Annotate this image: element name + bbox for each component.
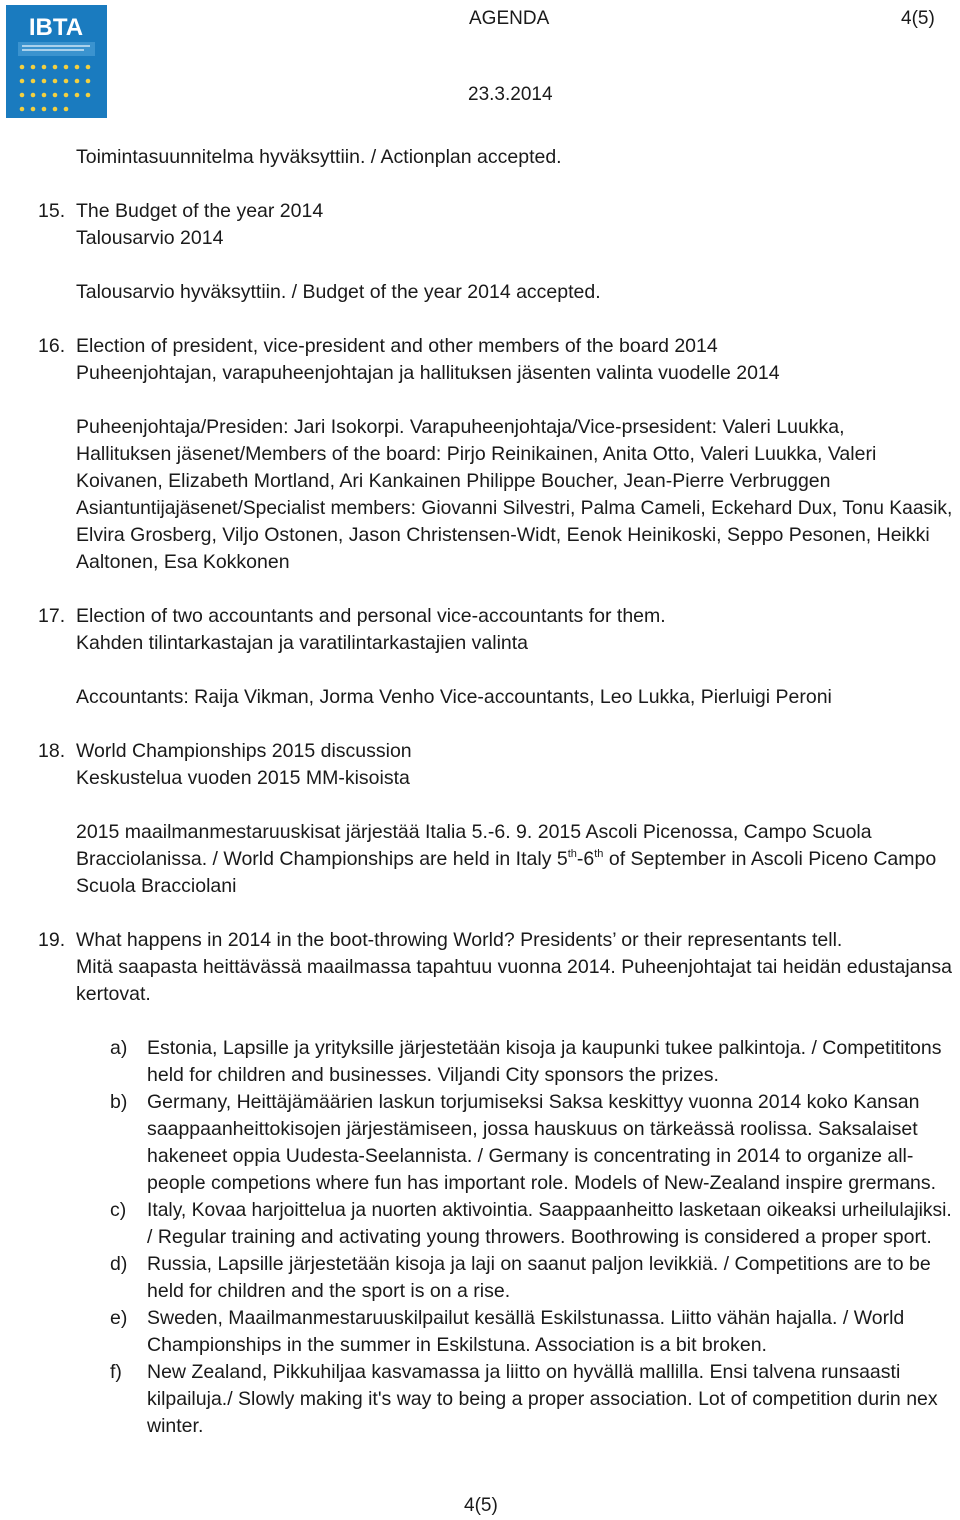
section-18-title: World Championships 2015 discussion xyxy=(76,740,412,762)
section-18-number: 18. xyxy=(38,740,66,762)
list-item-line: people competions where fun has important role. Models of New-Zealand inspire grermans. xyxy=(147,1172,937,1194)
list-item-line: Championships in the summer in Eskilstuna. Association is a bit broken. xyxy=(147,1334,767,1356)
list-item-line: held for children and the sport is on a rise. xyxy=(147,1280,511,1302)
section-16-body-line: Koivanen, Elizabeth Mortland, Ari Kankainen Philippe Boucher, Jean-Pierre Verbruggen xyxy=(76,470,831,492)
list-item-line: Italy, Kovaa harjoittelua ja nuorten aktivointia. Saappaanheitto lasketaan oikeaksi urheilulajiksi. xyxy=(147,1199,952,1221)
section-17-title-fi: Kahden tilintarkastajan ja varatilintarkastajien valinta xyxy=(76,632,529,654)
section-18-body-line: Scuola Bracciolani xyxy=(76,875,237,897)
ibta-logo-graphic xyxy=(6,5,107,118)
section-17-body: Accountants: Raija Vikman, Jorma Venho Vice-accountants, Leo Lukka, Pierluigi Peroni xyxy=(76,686,832,708)
section-15-title: The Budget of the year 2014 xyxy=(76,200,324,222)
section-16-number: 16. xyxy=(38,335,66,357)
section-16-title-fi: Puheenjohtajan, varapuheenjohtajan ja hallituksen jäsenten valinta vuodelle 2014 xyxy=(76,362,780,384)
section-18-text: of September in Ascoli Piceno Campo xyxy=(603,848,937,870)
list-item-line: / Regular training and activating young throwers. Boothrowing is considered a proper sport. xyxy=(147,1226,932,1248)
intro-text: Toimintasuunnitelma hyväksyttiin. / Actionplan accepted. xyxy=(76,146,562,168)
list-item-line: held for children and businesses. Viljandi City sponsors the prizes. xyxy=(147,1064,719,1086)
superscript: th xyxy=(567,848,577,860)
section-19-title: What happens in 2014 in the boot-throwing World? Presidents’ or their representants tell. xyxy=(76,929,843,951)
section-19-number: 19. xyxy=(38,929,66,951)
svg-text:IBTA: IBTA xyxy=(28,14,84,41)
section-15-body: Talousarvio hyväksyttiin. / Budget of the year 2014 accepted. xyxy=(76,281,601,303)
document-title: AGENDA xyxy=(469,8,550,29)
section-16-body-line: Hallituksen jäsenet/Members of the board: Pirjo Reinikainen, Anita Otto, Valeri Luukka, Valeri xyxy=(76,443,877,465)
list-item-label: b) xyxy=(110,1091,128,1113)
section-16-body-line: Asiantuntijajäsenet/Specialist members: Giovanni Silvestri, Palma Cameli, Eckehard Dux, Tonu Kaasik, xyxy=(76,497,953,519)
list-item-label: f) xyxy=(110,1361,122,1383)
list-item-label: c) xyxy=(110,1199,127,1221)
section-16-body-line: Elvira Grosberg, Viljo Ostonen, Jason Christensen-Widt, Eenok Heinikoski, Seppo Pesonen, Heikki xyxy=(76,524,930,546)
section-18-text: -6 xyxy=(576,848,595,870)
list-item-line: Russia, Lapsille järjestetään kisoja ja laji on saanut paljon levikkiä. / Competitions are to be xyxy=(147,1253,931,1275)
page-number: 4(5) xyxy=(901,8,935,29)
section-16-body-line: Aaltonen, Esa Kokkonen xyxy=(76,551,290,573)
ibta-logo xyxy=(6,5,107,118)
footer-page-number: 4(5) xyxy=(464,1495,498,1516)
section-19-title-fi: kertovat. xyxy=(76,983,151,1005)
section-16-body-line: Puheenjohtaja/Presiden: Jari Isokorpi. Varapuheenjohtaja/Vice-prsesident: Valeri Luukka, xyxy=(76,416,845,438)
list-item-line: winter. xyxy=(147,1415,204,1437)
document-date: 23.3.2014 xyxy=(468,84,553,105)
section-18-text: Bracciolanissa. / World Championships are held in Italy 5 xyxy=(76,848,568,870)
section-15-number: 15. xyxy=(38,200,66,222)
list-item-label: e) xyxy=(110,1307,128,1329)
section-15-title-fi: Talousarvio 2014 xyxy=(76,227,224,249)
section-17-number: 17. xyxy=(38,605,66,627)
list-item-line: hakeneet oppia Uudesta-Seelannista. / Germany is concentrating in 2014 to organize all- xyxy=(147,1145,914,1167)
section-16-title: Election of president, vice-president and other members of the board 2014 xyxy=(76,335,718,357)
superscript: th xyxy=(594,848,604,860)
section-18-body-line xyxy=(76,846,936,873)
list-item-label: a) xyxy=(110,1037,128,1059)
section-18-title-fi: Keskustelua vuoden 2015 MM-kisoista xyxy=(76,767,410,789)
list-item-line: saappaanheittokisojen järjestämiseen, jossa hauskuus on tärkeässä roolissa. Saksalaiset xyxy=(147,1118,918,1140)
list-item-line: Sweden, Maailmanmestaruuskilpailut kesällä Eskilstunassa. Liitto vähän hajalla. / World xyxy=(147,1307,905,1329)
section-19-title-fi: Mitä saapasta heittävässä maailmassa tapahtuu vuonna 2014. Puheenjohtajat tai heidän edustajansa xyxy=(76,956,952,978)
list-item-line: kilpailuja./ Slowly making it's way to being a proper association. Lot of competition durin nex xyxy=(147,1388,938,1410)
section-18-body-line: 2015 maailmanmestaruuskisat järjestää Italia 5.-6. 9. 2015 Ascoli Picenossa, Campo Scuola xyxy=(76,821,872,843)
list-item-line: New Zealand, Pikkuhiljaa kasvamassa ja liitto on hyvällä mallilla. Ensi talvena runsaasti xyxy=(147,1361,901,1383)
list-item-line: Estonia, Lapsille ja yrityksille järjestetään kisoja ja kaupunki tukee palkintoja. / Competititons xyxy=(147,1037,942,1059)
section-17-title: Election of two accountants and personal vice-accountants for them. xyxy=(76,605,666,627)
list-item-line: Germany, Heittäjämäärien laskun torjumiseksi Saksa keskittyy vuonna 2014 koko Kansan xyxy=(147,1091,920,1113)
list-item-label: d) xyxy=(110,1253,128,1275)
